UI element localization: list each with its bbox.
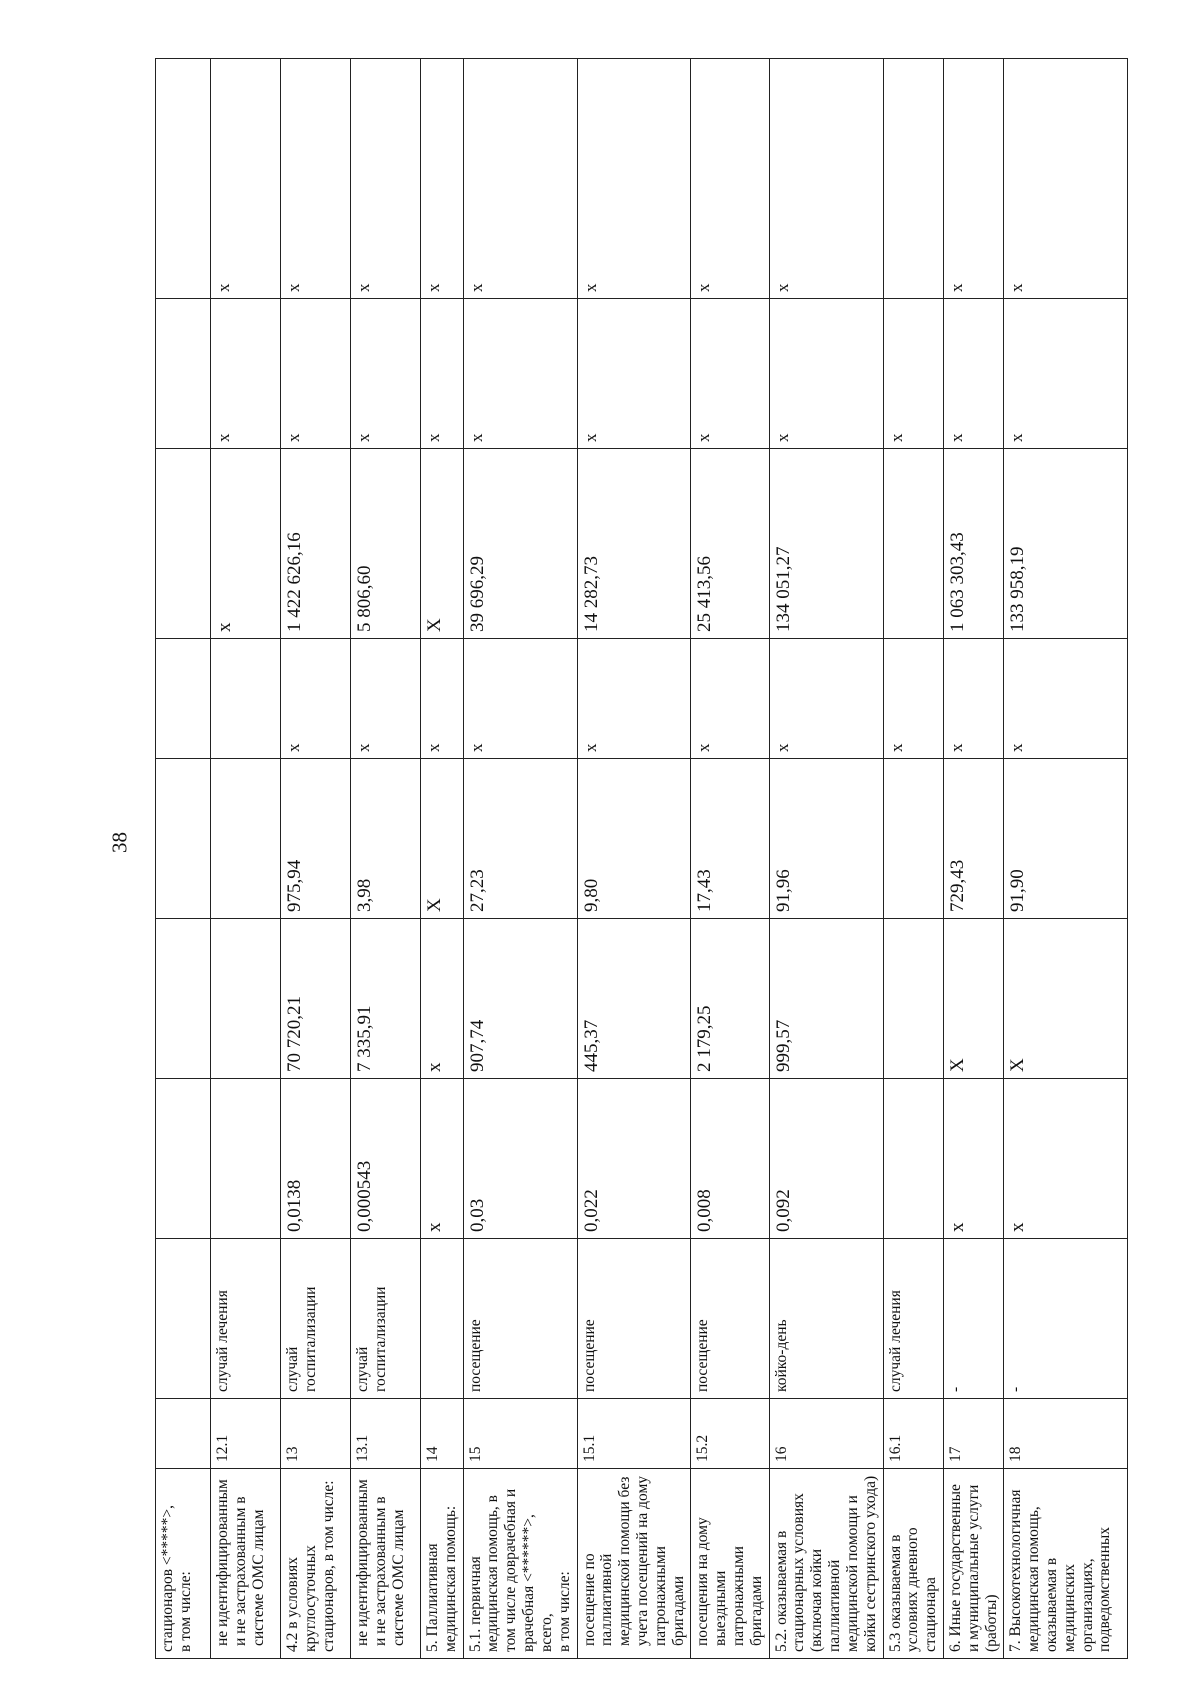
cell-c5 <box>211 919 281 1079</box>
rotated-table-container <box>155 59 1114 1659</box>
cell-c4 <box>211 1079 281 1239</box>
cell-c10: x <box>1004 59 1128 299</box>
table-row <box>577 59 691 1659</box>
cell-unit: - <box>943 1239 1003 1399</box>
cell-c6: 27,23 <box>463 759 577 919</box>
table-row <box>691 59 769 1659</box>
cell-c9: x <box>211 299 281 449</box>
cell-c9: x <box>769 299 883 449</box>
cell-c6: 91,96 <box>769 759 883 919</box>
cell-code: 13 <box>281 1399 351 1469</box>
cell-unit: случай госпитализации <box>351 1239 421 1399</box>
cell-c8: 39 696,29 <box>463 449 577 639</box>
cell-c10 <box>156 59 211 299</box>
table-row <box>351 59 421 1659</box>
cell-c6 <box>883 759 943 919</box>
cell-c8: 5 806,60 <box>351 449 421 639</box>
cell-c6: 9,80 <box>577 759 691 919</box>
cell-name: стационаров <*****>, в том числе: <box>156 1469 211 1659</box>
page-number: 38 <box>107 832 132 853</box>
cell-c8: 134 051,27 <box>769 449 883 639</box>
cell-code <box>156 1399 211 1469</box>
cell-c4: 0,000543 <box>351 1079 421 1239</box>
cell-c8 <box>156 449 211 639</box>
table-row <box>281 59 351 1659</box>
data-table <box>155 58 1128 1659</box>
cell-c4: 0,0138 <box>281 1079 351 1239</box>
cell-c10: x <box>463 59 577 299</box>
table-row <box>769 59 883 1659</box>
cell-unit: случай лечения <box>883 1239 943 1399</box>
cell-c9: x <box>421 299 464 449</box>
cell-c7: x <box>883 639 943 759</box>
cell-c7: x <box>691 639 769 759</box>
cell-c4: 0,022 <box>577 1079 691 1239</box>
cell-c5: 445,37 <box>577 919 691 1079</box>
cell-c10: x <box>281 59 351 299</box>
cell-c8: 133 958,19 <box>1004 449 1128 639</box>
cell-c9: x <box>1004 299 1128 449</box>
cell-c4: 0,03 <box>463 1079 577 1239</box>
table-row <box>1004 59 1128 1659</box>
cell-code: 15.1 <box>577 1399 691 1469</box>
cell-unit: посещение <box>463 1239 577 1399</box>
cell-name: не идентифицированным и не застрахованным в системе ОМС лицам <box>351 1469 421 1659</box>
cell-c6: 975,94 <box>281 759 351 919</box>
cell-c10 <box>883 59 943 299</box>
cell-c8: 14 282,73 <box>577 449 691 639</box>
cell-c9: x <box>691 299 769 449</box>
cell-c4: 0,008 <box>691 1079 769 1239</box>
cell-unit <box>421 1239 464 1399</box>
cell-unit: случай госпитализации <box>281 1239 351 1399</box>
cell-c4 <box>883 1079 943 1239</box>
cell-code: 18 <box>1004 1399 1128 1469</box>
cell-c5: X <box>943 919 1003 1079</box>
cell-code: 16 <box>769 1399 883 1469</box>
cell-c9: x <box>281 299 351 449</box>
cell-c8: 25 413,56 <box>691 449 769 639</box>
cell-c5: x <box>421 919 464 1079</box>
cell-c6 <box>211 759 281 919</box>
cell-c7: x <box>463 639 577 759</box>
cell-c6: X <box>421 759 464 919</box>
cell-c5: X <box>1004 919 1128 1079</box>
cell-c8: X <box>421 449 464 639</box>
table-row <box>211 59 281 1659</box>
cell-c7 <box>156 639 211 759</box>
cell-name: 5.3 оказываемая в условиях дневного стационара <box>883 1469 943 1659</box>
table-row <box>463 59 577 1659</box>
cell-c9: x <box>943 299 1003 449</box>
cell-c4 <box>156 1079 211 1239</box>
table-row <box>943 59 1003 1659</box>
cell-c5: 999,57 <box>769 919 883 1079</box>
table-row <box>421 59 464 1659</box>
cell-c10: x <box>421 59 464 299</box>
cell-c9: x <box>577 299 691 449</box>
cell-code: 14 <box>421 1399 464 1469</box>
cell-c5 <box>883 919 943 1079</box>
cell-c6: 91,90 <box>1004 759 1128 919</box>
cell-c5: 70 720,21 <box>281 919 351 1079</box>
cell-c9: x <box>463 299 577 449</box>
cell-code: 16.1 <box>883 1399 943 1469</box>
cell-c8: 1 422 626,16 <box>281 449 351 639</box>
cell-c9: x <box>883 299 943 449</box>
cell-c6: 3,98 <box>351 759 421 919</box>
cell-c7: x <box>281 639 351 759</box>
cell-c7 <box>211 639 281 759</box>
cell-unit: посещение <box>691 1239 769 1399</box>
cell-name: 7. Высокотехнологичная медицинская помощь, оказываемая в медицинских организациях, подведомственных <box>1004 1469 1128 1659</box>
cell-c6 <box>156 759 211 919</box>
cell-c10: x <box>943 59 1003 299</box>
table-row <box>156 59 211 1659</box>
cell-c10: x <box>577 59 691 299</box>
cell-c7: x <box>943 639 1003 759</box>
cell-name: посещения на дому выездными патронажными бригадами <box>691 1469 769 1659</box>
cell-unit <box>156 1239 211 1399</box>
cell-c7: x <box>351 639 421 759</box>
cell-c6: 729,43 <box>943 759 1003 919</box>
cell-c8: 1 063 303,43 <box>943 449 1003 639</box>
cell-c5: 907,74 <box>463 919 577 1079</box>
cell-c8: x <box>211 449 281 639</box>
cell-unit: посещение <box>577 1239 691 1399</box>
cell-c9: x <box>351 299 421 449</box>
cell-name: посещение по паллиативной медицинской помощи без учета посещений на дому патронажными бригадами <box>577 1469 691 1659</box>
cell-name: не идентифицированным и не застрахованным в системе ОМС лицам <box>211 1469 281 1659</box>
table-row <box>883 59 943 1659</box>
cell-unit: случай лечения <box>211 1239 281 1399</box>
cell-c6: 17,43 <box>691 759 769 919</box>
cell-unit: койко-день <box>769 1239 883 1399</box>
cell-c5: 2 179,25 <box>691 919 769 1079</box>
cell-name: 5.2. оказываемая в стационарных условиях (включая койки паллиативной медицинской помощи и койки сестринского ухода) <box>769 1469 883 1659</box>
cell-c10: x <box>351 59 421 299</box>
cell-unit: - <box>1004 1239 1128 1399</box>
cell-c10: x <box>691 59 769 299</box>
cell-c4: 0,092 <box>769 1079 883 1239</box>
cell-c7: x <box>421 639 464 759</box>
cell-c8 <box>883 449 943 639</box>
cell-c10: x <box>769 59 883 299</box>
cell-code: 15 <box>463 1399 577 1469</box>
cell-c7: x <box>769 639 883 759</box>
cell-c9 <box>156 299 211 449</box>
cell-name: 5. Паллиативная медицинская помощь: <box>421 1469 464 1659</box>
cell-c7: x <box>1004 639 1128 759</box>
cell-c4: x <box>943 1079 1003 1239</box>
cell-c7: x <box>577 639 691 759</box>
table-body <box>156 59 1128 1659</box>
cell-c10: x <box>211 59 281 299</box>
cell-name: 6. Иные государственные и муниципальные услуги (работы) <box>943 1469 1003 1659</box>
cell-code: 12.1 <box>211 1399 281 1469</box>
cell-name: 5.1. первичная медицинская помощь, в том числе доврачебная и врачебная <******>, всего, в том числе: <box>463 1469 577 1659</box>
cell-name: 4.2 в условиях круглосуточных стационаров, в том числе: <box>281 1469 351 1659</box>
cell-code: 17 <box>943 1399 1003 1469</box>
cell-c5: 7 335,91 <box>351 919 421 1079</box>
cell-c4: x <box>1004 1079 1128 1239</box>
cell-c5 <box>156 919 211 1079</box>
cell-code: 15.2 <box>691 1399 769 1469</box>
cell-c4: x <box>421 1079 464 1239</box>
cell-code: 13.1 <box>351 1399 421 1469</box>
